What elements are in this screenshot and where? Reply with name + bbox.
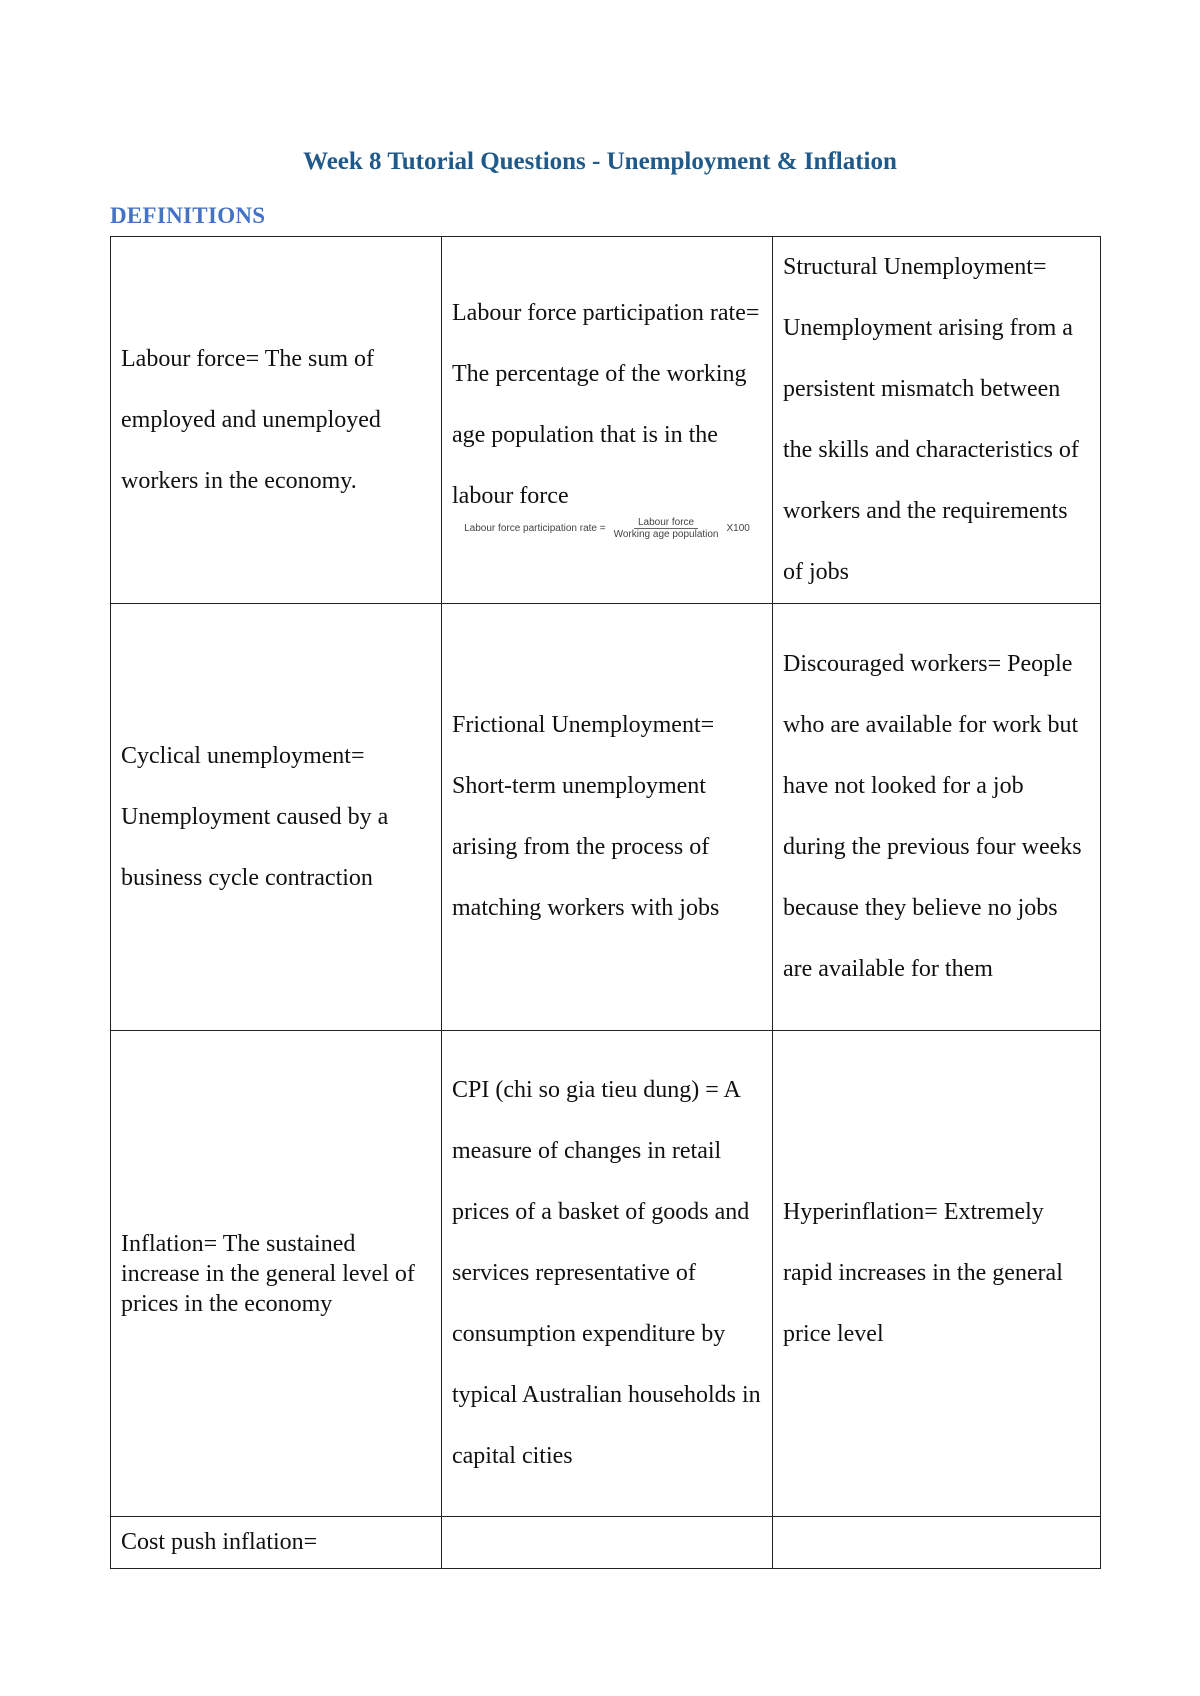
- formula-numerator: Labour force: [634, 517, 698, 529]
- definition-text: Cost push inflation=: [121, 1529, 318, 1555]
- definition-text: Discouraged workers= People who are available for work but have not looked for a job during the previous four weeks because they believe no jobs are available for them: [783, 651, 1082, 982]
- formula-denominator: Working age population: [613, 528, 719, 540]
- definition-text: Labour force= The sum of employed and unemployed workers in the economy.: [121, 345, 381, 494]
- table-cell-cyclical-unemployment: [111, 604, 442, 1031]
- table-cell-discouraged-workers: [773, 604, 1101, 1031]
- formula-fraction: [610, 517, 723, 540]
- table-cell-hyperinflation: [773, 1031, 1101, 1517]
- table-cell-cost-push-inflation: [111, 1517, 442, 1569]
- table-row: [111, 237, 1101, 604]
- definition-text: Structural Unemployment= Unemployment arising from a persistent mismatch between the skills and characteristics of workers and the requirements of jobs: [783, 254, 1079, 585]
- table-cell-cpi: [442, 1031, 773, 1517]
- definition-text: Frictional Unemployment= Short-term unemployment arising from the process of matching workers with jobs: [452, 712, 720, 921]
- definition-text: CPI (chi so gia tieu dung) = A measure of changes in retail prices of a basket of goods and services representative of consumption expenditure by typical Australian households in capital cities: [452, 1077, 761, 1469]
- table-cell-inflation: [111, 1031, 442, 1517]
- table-cell-labour-force: [111, 237, 442, 604]
- definition-text: Inflation= The sustained increase in the general level of prices in the economy: [121, 1230, 415, 1317]
- definitions-table: [110, 236, 1101, 1569]
- definition-text: Labour force participation rate= The percentage of the working age population that is in the labour force: [452, 299, 760, 509]
- formula-lhs: Labour force participation rate =: [464, 522, 606, 534]
- definition-text: Cyclical unemployment= Unemployment caused by a business cycle contraction: [121, 742, 389, 891]
- table-cell-structural-unemployment: [773, 237, 1101, 604]
- formula-multiplier: X100: [726, 522, 750, 534]
- table-row: [111, 1031, 1101, 1517]
- table-cell-participation-rate: [442, 237, 773, 604]
- table-cell-empty: [773, 1517, 1101, 1569]
- definition-text: Hyperinflation= Extremely rapid increases in the general price level: [783, 1199, 1063, 1347]
- table-row: [111, 604, 1101, 1031]
- table-row: [111, 1517, 1101, 1569]
- document-title: Week 8 Tutorial Questions - Unemployment & Inflation: [303, 148, 897, 175]
- table-cell-frictional-unemployment: [442, 604, 773, 1031]
- table-cell-empty: [442, 1517, 773, 1569]
- section-heading-definitions: DEFINITIONS: [110, 203, 266, 228]
